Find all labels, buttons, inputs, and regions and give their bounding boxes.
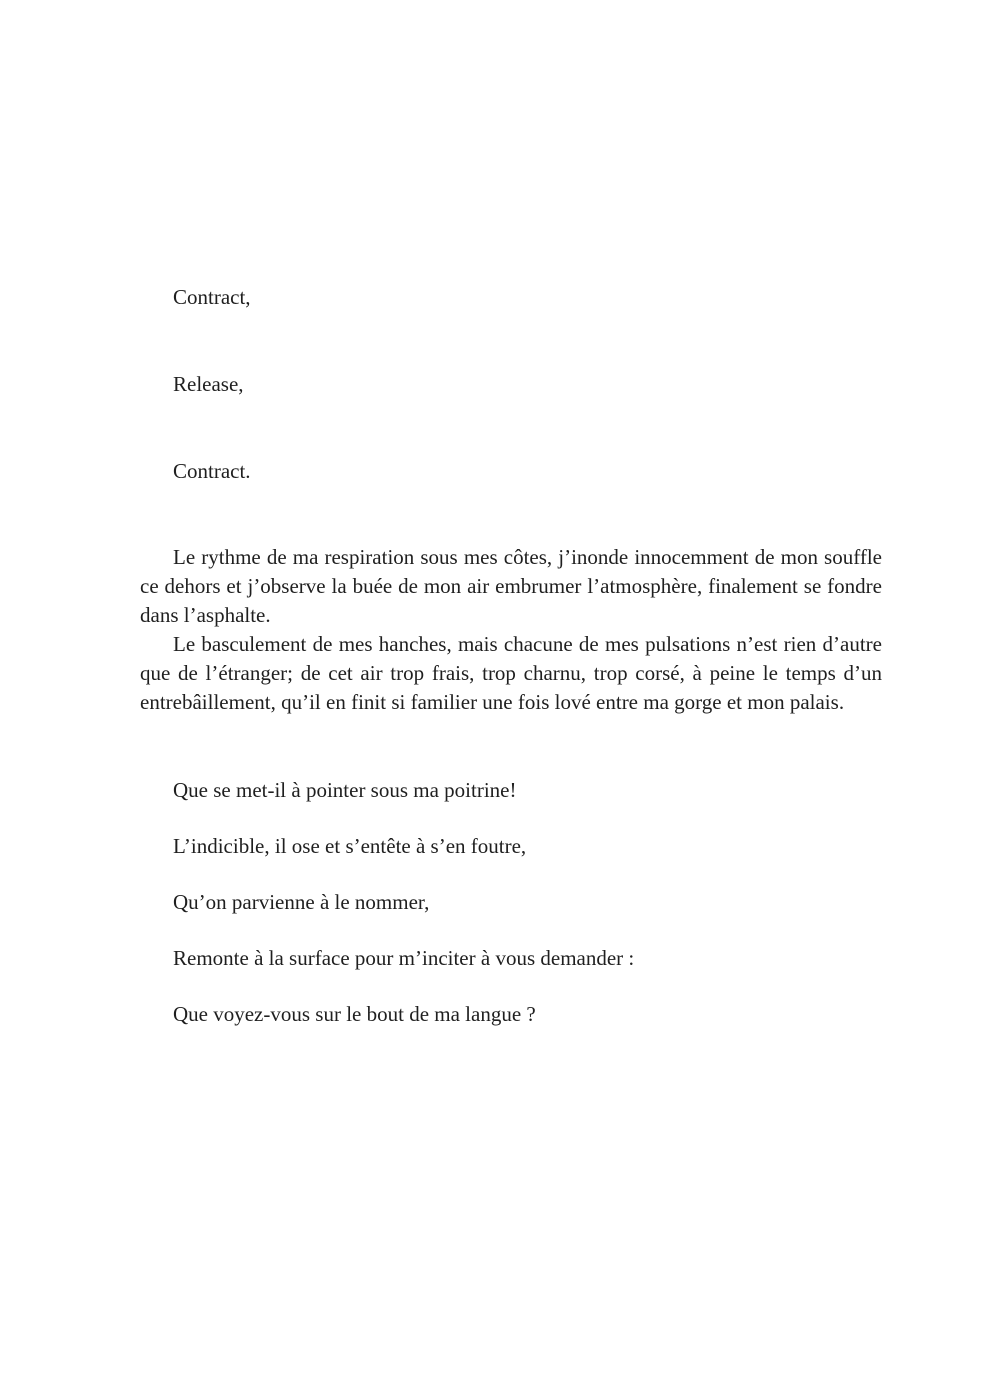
body-paragraph-1: Le rythme de ma respiration sous mes côtes, j’inonde innocemment de mon souffle ce dehors et j’observe la buée de mon air embrumer l’atmosphère, finalement se fondre dans l’asphalte. <box>140 545 882 627</box>
poem-line-3: Qu’on parvienne à le nommer, <box>173 890 430 914</box>
poem-block <box>140 776 882 1029</box>
opening-line-3: Contract. <box>173 459 251 483</box>
opening-line-1: Contract, <box>173 285 251 309</box>
poem-line-4: Remonte à la surface pour m’inciter à vous demander : <box>173 946 635 970</box>
poem-line-1: Que se met-il à pointer sous ma poitrine! <box>173 778 517 802</box>
page-content <box>140 283 882 1029</box>
poem-line-5: Que voyez-vous sur le bout de ma langue ? <box>173 1002 536 1026</box>
body-paragraph-2: Le basculement de mes hanches, mais chacune de mes pulsations n’est rien d’autre que de l’étranger; de cet air trop frais, trop charnu, trop corsé, à peine le temps d’un entrebâillement, qu’il en finit si familier une fois lové entre ma gorge et mon palais. <box>140 632 882 714</box>
poem-line-2: L’indicible, il ose et s’entête à s’en foutre, <box>173 834 527 858</box>
opening-line-2: Release, <box>173 372 244 396</box>
